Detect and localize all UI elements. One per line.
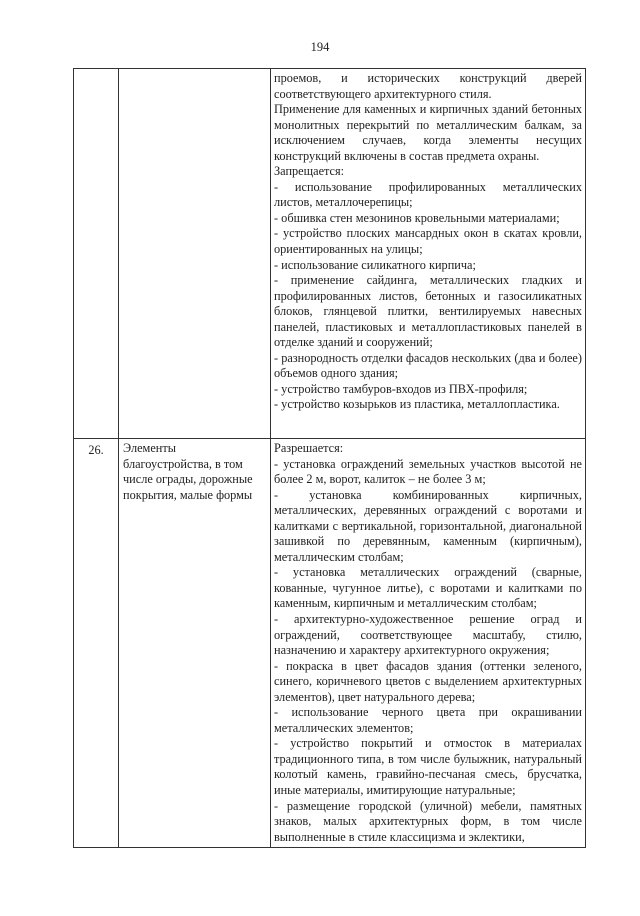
list-item: - использование профилированных металлических листов, металлочерепицы; (274, 179, 582, 210)
table-row (74, 439, 586, 848)
requirements-cell (271, 69, 586, 439)
list-item: - разнородность отделки фасадов нескольких (два и более) объемов одного здания; (274, 350, 582, 381)
list-item: - устройство покрытий и отмосток в материалах традиционного типа, в том числе булыжник, натуральный колотый камень, гравийно-песчаная смесь, брусчатка, иные материалы, имитирующие натуральные; (274, 736, 582, 798)
list-item: - устройство козырьков из пластика, металлопластика. (274, 397, 560, 412)
list-item: - архитектурно-художественное решение оград и ограждений, соответствующее масштабу, стилю, назначению и характеру архитектурного окружения; (274, 612, 582, 658)
list-item: - установка комбинированных кирпичных, металлических, деревянных ограждений с воротами и калитками с вертикальной, горизонтальной, диагональной зашивкой по деревянным, каменным (кирпичным), металлическим столбам; (274, 487, 582, 564)
list-item: - устройство плоских мансардных окон в скатах кровли, ориентированных на улицы; (274, 226, 582, 257)
list-item: - обшивка стен мезонинов кровельными материалами; (274, 210, 560, 225)
list-item: - покраска в цвет фасадов здания (оттенки зеленого, синего, коричневого цветов с выделением архитектурных элементов), цвет натурального дерева; (274, 658, 582, 704)
paragraph: Применение для каменных и кирпичных зданий бетонных монолитных перекрытий по металлическим балкам, за исключением случаев, когда элементы несущих конструкций включены в состав предмета охраны. (274, 102, 582, 163)
allowed-heading: Разрешается: (274, 441, 344, 455)
element-name-cell: Элементы благоустройства, в том числе ограды, дорожные покрытия, малые формы (119, 439, 271, 848)
list-item: - установка ограждений земельных участков высотой не более 2 м, ворот, калиток – не более 3 м; (274, 456, 582, 487)
list-item: - использование черного цвета при окрашивании металлических элементов; (274, 705, 582, 735)
element-name-cell (119, 69, 271, 439)
list-item: - размещение городской (уличной) мебели, памятных знаков, малых архитектурных форм, в том числе выполненные в стиле классицизма и эклектики, (274, 798, 582, 844)
regulations-table (73, 68, 586, 848)
page-number: 194 (310, 40, 330, 54)
prohibited-heading: Запрещается: (274, 164, 345, 179)
requirements-cell (271, 439, 586, 848)
row-number-cell (74, 69, 119, 439)
list-item: - устройство тамбуров-входов из ПВХ-профиля; (274, 381, 528, 396)
paragraph: проемов, и исторических конструкций дверей соответствующего архитектурного стиля. (274, 71, 582, 101)
table-row (74, 69, 586, 439)
list-item: - установка металлических ограждений (сварные, кованные, чугунное литье), с воротами и калитками по каменным, кирпичным и металлическим столбам; (274, 565, 582, 611)
row-number-cell: 26. (74, 439, 119, 848)
list-item: - использование силикатного кирпича; (274, 257, 476, 272)
list-item: - применение сайдинга, металлических гладких и профилированных листов, бетонных и газосиликатных блоков, глянцевой плитки, вентилируемых навесных панелей, пластиковых и металлопластиковых панелей в отделке зданий и сооружений; (274, 273, 582, 350)
